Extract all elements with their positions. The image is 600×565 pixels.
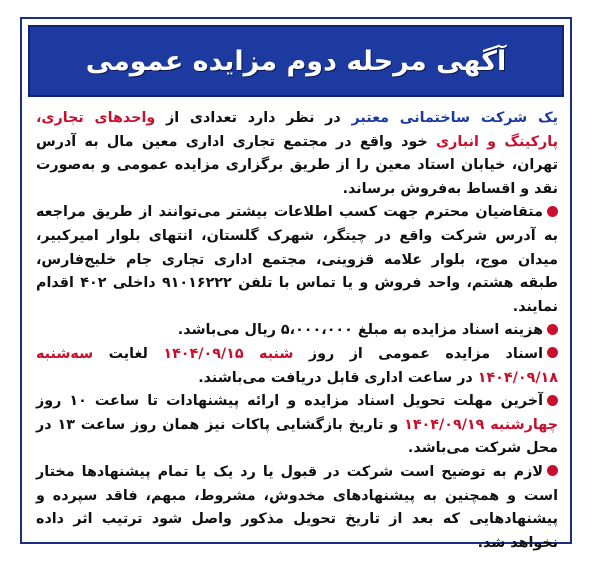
bullet-documents [36,343,558,390]
deadline-text-1: آخرین مهلت تحویل اسناد مزایده و ارائه پیشنهادات تا ساعت ۱۰ روز [36,393,543,410]
bullet-info [36,201,558,319]
bullet-terms-text: لازم به توضیح است شرکت در قبول یا رد یک یا تمام پیشنهادها مختار است و همچنین به پیشنهادهای مخدوش، مشروط، مبهم، فاقد سپرده و پیشنهادهایی که بعد از تاریخ تحویل مذکور واصل شود ترتیب اثر داده نخواهد شد. [36,463,558,551]
bullet-dot [547,206,558,217]
bullet-fee-text: هزینه اسناد مزایده به مبلغ ۵،۰۰۰،۰۰۰ ریال می‌باشد. [177,322,543,339]
bullet-deadline [36,390,558,461]
bullet-terms [36,461,558,555]
deadline-date: چهارشنبه ۱۴۰۴/۰۹/۱۹ [404,416,559,433]
bullet-fee [36,319,558,343]
units-highlight: واحدهای تجاری، پارکینگ و انباری [36,110,558,150]
intro-text-1: در نظر دارد تعدادی از [155,110,352,126]
bullet-dot [547,324,558,335]
bullet-dot [547,395,558,406]
documents-text-3: در ساعت اداری قابل دریافت می‌باشند. [198,369,478,386]
bullet-info-text: متقاضیان محترم جهت کسب اطلاعات بیشتر می‌توانند از طریق مراجعه به آدرس شرکت واقع در چیتگر، شهرک گلستان، انتهای بلوار امیرکبیر، میدان موج، بلوار علامه قزوینی، مجتمع اداری تجاری جام خلیج‌فارس، طبقه هشتم، واحد فروش و یا تماس با تلفن ۹۱۰۱۶۲۲۲ داخلی ۴۰۲ اقدام نمایند. [36,204,558,315]
company-name: یک شرکت ساختمانی معتبر [351,110,558,126]
documents-text-1: اسناد مزایده عمومی از روز [293,345,544,362]
deadline-text-2: و تاریخ بازگشایی پاکات نیز همان روز ساعت ۱۳ در محل شرکت می‌باشد. [36,416,558,457]
end-date: سه‌شنبه ۱۴۰۴/۰۹/۱۸ [36,345,558,386]
notice-body [36,107,558,555]
documents-text-2: لغایت [93,345,164,362]
notice-frame [20,17,572,551]
bullet-dot [547,347,558,358]
intro-paragraph [36,107,558,201]
notice-title: آگهی مرحله دوم مزایده عمومی [85,45,507,77]
start-date: شنبه ۱۴۰۴/۰۹/۱۵ [163,345,294,362]
title-banner [28,25,564,97]
intro-text-2: خود واقع در مجتمع تجاری اداری معین مال به آدرس تهران، خیابان استاد معین را از طریق برگزاری مزایده عمومی و به‌صورت نقد و اقساط به‌فروش برساند. [36,133,558,197]
bullet-dot [547,465,558,476]
